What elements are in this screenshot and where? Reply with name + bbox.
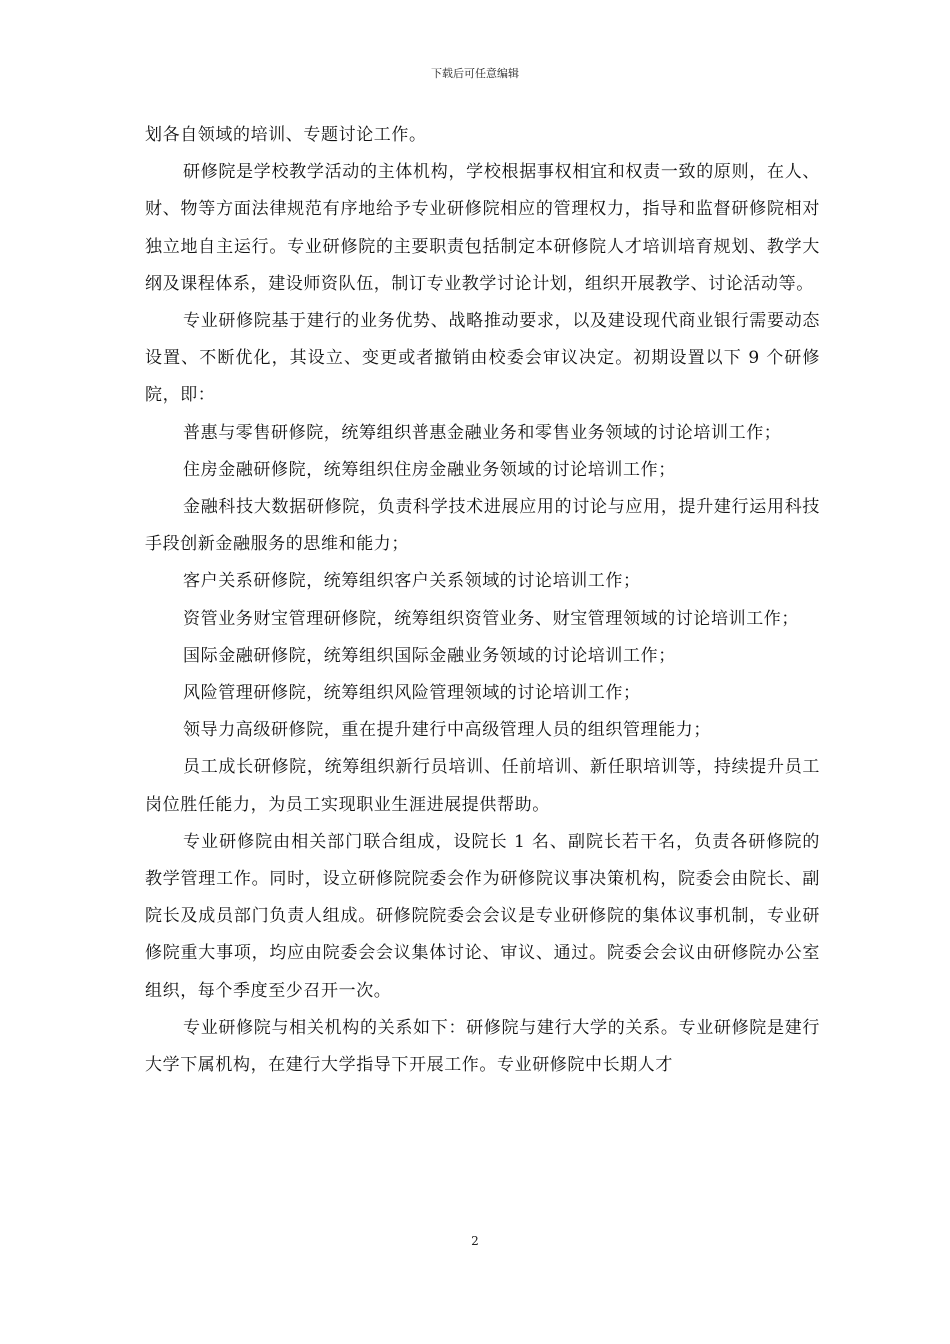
list-item: 客户关系研修院，统筹组织客户关系领域的讨论培训工作； xyxy=(183,571,641,592)
list-item: 普惠与零售研修院，统筹组织普惠金融业务和零售业务领域的讨论培训工作； xyxy=(183,422,782,443)
list-item: 风险管理研修院，统筹组织风险管理领域的讨论培训工作； xyxy=(183,683,641,704)
list-item: 金融科技大数据研修院，负责科学技术进展应用的讨论与应用，提升建行运用科技手段创新金融服务的思维和能力； xyxy=(145,497,820,555)
paragraph: 研修院是学校教学活动的主体机构，学校根据事权相宜和权责一致的原则，在人、财、物等方面法律规范有序地给予专业研修院相应的管理权力，指导和监督研修院相对独立地自主运行。专业研修院的主要职责包括制定本研修院人才培训培育规划、教学大纲及课程体系，建设师资队伍，制订专业教学讨论计划，组织开展教学、讨论活动等。 xyxy=(145,162,820,294)
page-header: 下载后可任意编辑 xyxy=(431,67,519,80)
page-number: 2 xyxy=(471,1234,479,1248)
list-item: 住房金融研修院，统筹组织住房金融业务领域的讨论培训工作； xyxy=(183,459,676,480)
list-item: 资管业务财宝管理研修院，统筹组织资管业务、财宝管理领域的讨论培训工作； xyxy=(183,608,799,629)
list-item: 领导力高级研修院，重在提升建行中高级管理人员的组织管理能力； xyxy=(183,720,711,741)
paragraph: 划各自领域的培训、专题讨论工作。 xyxy=(145,125,427,145)
list-item: 员工成长研修院，统筹组织新行员培训、任前培训、新任职培训等，持续提升员工岗位胜任能力，为员工实现职业生涯进展提供帮助。 xyxy=(145,757,820,815)
paragraph: 专业研修院基于建行的业务优势、战略推动要求，以及建设现代商业银行需要动态设置、不断优化，其设立、变更或者撤销由校委会审议决定。初期设置以下 9 个研修院，即： xyxy=(145,311,820,406)
document-body xyxy=(145,117,820,1084)
list-item: 国际金融研修院，统筹组织国际金融业务领域的讨论培训工作； xyxy=(183,645,676,666)
paragraph: 专业研修院与相关机构的关系如下：研修院与建行大学的关系。专业研修院是建行大学下属机构，在建行大学指导下开展工作。专业研修院中长期人才 xyxy=(145,1017,820,1076)
paragraph: 专业研修院由相关部门联合组成，设院长 1 名、副院长若干名，负责各研修院的教学管理工作。同时，设立研修院院委会作为研修院议事决策机构，院委会由院长、副院长及成员部门负责人组成。研修院院委会会议是专业研修院的集体议事机制，专业研修院重大事项，均应由院委会会议集体讨论、审议、通过。院委会会议由研修院办公室组织，每个季度至少召开一次。 xyxy=(145,831,820,1001)
